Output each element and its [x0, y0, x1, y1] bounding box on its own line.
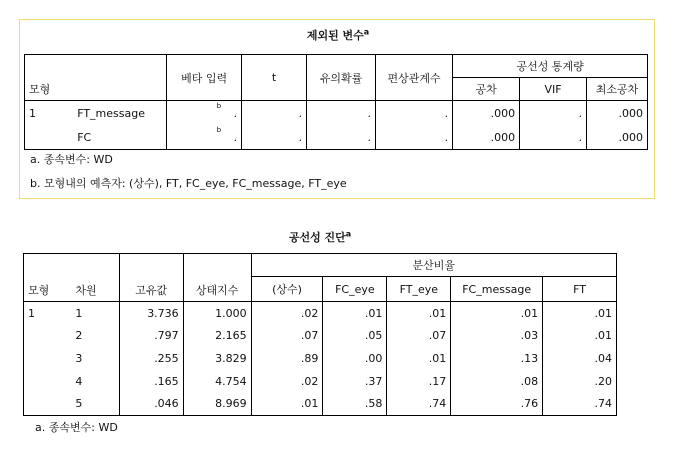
cell-dimension: 2: [75, 329, 83, 343]
header-const: (상수): [251, 277, 323, 302]
cell-ft-eye: .01: [387, 347, 451, 370]
table-row: [24, 347, 617, 370]
table-row: [24, 302, 617, 325]
header-fc-message: FC_message: [451, 277, 543, 302]
table-row: [25, 125, 648, 150]
cell-sig: .: [307, 101, 376, 126]
header-dimension: 차원: [71, 254, 119, 302]
cell-beta-in: . b: [167, 101, 242, 126]
cell-min-tolerance: .000: [587, 101, 648, 126]
cell-model: 1: [28, 306, 35, 320]
header-vif: VIF: [520, 78, 587, 101]
header-eigenvalue: 고유값: [119, 254, 183, 302]
cell-const: .01: [251, 392, 323, 415]
header-tolerance: 공차: [453, 78, 520, 101]
cell-dimension: 4: [75, 374, 83, 388]
cell-t: .: [242, 101, 307, 126]
cell-fc-eye: .58: [323, 392, 387, 415]
cell-tolerance: .000: [453, 101, 520, 126]
cell-model: 1: [29, 106, 36, 120]
table-row: [25, 101, 648, 126]
cell-condition-index: 2.165: [183, 325, 251, 348]
cell-model: [25, 125, 74, 150]
collinearity-title-footnote-mark: a: [345, 229, 352, 239]
cell-sig: .: [307, 125, 376, 150]
header-model: 모형: [25, 55, 167, 101]
header-model: 모형: [24, 254, 72, 302]
cell-condition-index: 1.000: [183, 302, 251, 325]
cell-eigenvalue: .165: [119, 370, 183, 393]
cell-const: .02: [251, 370, 323, 393]
cell-const: .07: [251, 325, 323, 348]
cell-dimension: 1: [75, 306, 83, 320]
cell-variable: FC: [77, 130, 92, 144]
cell-ft-eye: .74: [387, 392, 451, 415]
cell-const: .89: [251, 347, 323, 370]
cell-model: [24, 392, 72, 415]
cell-min-tolerance: .000: [587, 125, 648, 150]
cell-vif: .: [520, 125, 587, 150]
cell-model: [24, 370, 72, 393]
cell-ft: .74: [543, 392, 617, 415]
collinearity-note-a: a. 종속변수: WD: [35, 421, 118, 434]
cell-ft: .04: [543, 347, 617, 370]
excluded-note-a: a. 종속변수: WD: [30, 153, 113, 166]
cell-ft-eye: .17: [387, 370, 451, 393]
cell-eigenvalue: .797: [119, 325, 183, 348]
cell-ft: .01: [543, 325, 617, 348]
excluded-variables-panel[interactable]: [19, 19, 655, 199]
cell-fc-message: .13: [451, 347, 543, 370]
cell-tolerance: .000: [453, 125, 520, 150]
cell-partial: .: [376, 125, 453, 150]
collinearity-diagnostics-table: [23, 253, 617, 416]
header-t: t: [242, 55, 307, 101]
cell-ft: .01: [543, 302, 617, 325]
table-row: [24, 392, 617, 415]
excluded-title-text: 제외된 변수: [306, 29, 364, 42]
collinearity-diagnostics-title: [23, 229, 617, 245]
cell-ft: .20: [543, 370, 617, 393]
header-variance-proportions: 분산비율: [251, 254, 616, 277]
header-ft-eye: FT_eye: [387, 277, 451, 302]
header-partial-corr: 편상관계수: [376, 55, 453, 101]
cell-eigenvalue: 3.736: [119, 302, 183, 325]
cell-fc-eye: .05: [323, 325, 387, 348]
cell-vif: .: [520, 101, 587, 126]
cell-beta-in: . b: [167, 125, 242, 150]
collinearity-title-text: 공선성 진단: [288, 231, 346, 244]
table-row: [24, 370, 617, 393]
cell-partial: .: [376, 101, 453, 126]
cell-fc-message: .01: [451, 302, 543, 325]
cell-fc-message: .76: [451, 392, 543, 415]
cell-eigenvalue: .046: [119, 392, 183, 415]
excluded-variables-table: [24, 54, 648, 150]
cell-fc-message: .08: [451, 370, 543, 393]
cell-condition-index: 3.829: [183, 347, 251, 370]
header-ft: FT: [543, 277, 617, 302]
header-collinearity-stats: 공선성 통계량: [453, 55, 648, 78]
cell-condition-index: 8.969: [183, 392, 251, 415]
excluded-note-b: b. 모형내의 예측자: (상수), FT, FC_eye, FC_message, FT_eye: [30, 177, 347, 190]
cell-ft-eye: .07: [387, 325, 451, 348]
cell-model: [24, 347, 72, 370]
table-row: [24, 325, 617, 348]
excluded-variables-title: [20, 27, 656, 43]
cell-variable: FT_message: [77, 106, 145, 120]
cell-const: .02: [251, 302, 323, 325]
cell-fc-eye: .01: [323, 302, 387, 325]
header-min-tolerance: 최소공차: [587, 78, 648, 101]
cell-dimension: 5: [75, 397, 83, 411]
header-fc-eye: FC_eye: [323, 277, 387, 302]
cell-fc-eye: .37: [323, 370, 387, 393]
cell-dimension: 3: [75, 351, 83, 365]
cell-model: [24, 325, 72, 348]
cell-eigenvalue: .255: [119, 347, 183, 370]
excluded-title-footnote-mark: a: [363, 27, 370, 37]
header-beta-in: 베타 입력: [167, 55, 242, 101]
cell-ft-eye: .01: [387, 302, 451, 325]
cell-t: .: [242, 125, 307, 150]
header-sig: 유의확률: [307, 55, 376, 101]
cell-fc-eye: .00: [323, 347, 387, 370]
cell-condition-index: 4.754: [183, 370, 251, 393]
header-condition-index: 상태지수: [183, 254, 251, 302]
cell-fc-message: .03: [451, 325, 543, 348]
